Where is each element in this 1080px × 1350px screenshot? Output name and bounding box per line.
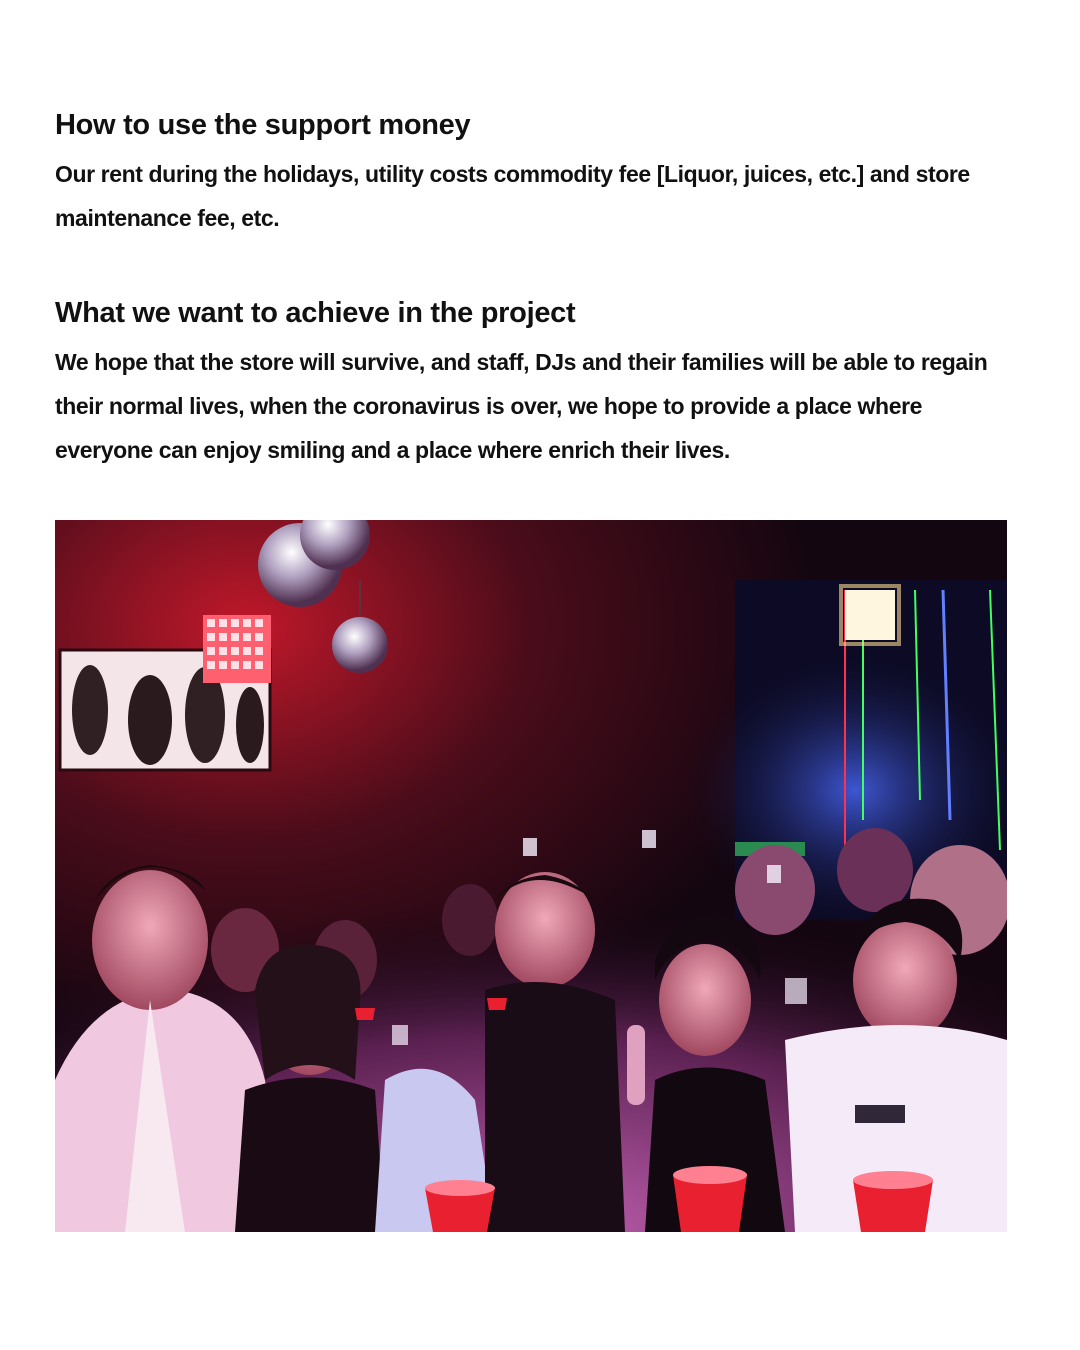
- support-money-body: Our rent during the holidays, utility costs commodity fee [Liquor, juices, etc.] and store maintenance fee, etc.: [55, 161, 970, 231]
- support-money-heading: How to use the support money: [55, 109, 471, 141]
- support-money-section: [55, 106, 1025, 240]
- project-goal-heading: What we want to achieve in the project: [55, 297, 576, 329]
- photo-illustration: [55, 520, 1007, 1232]
- project-goal-section: [55, 294, 1025, 472]
- project-goal-body: We hope that the store will survive, and staff, DJs and their families will be able to regain their normal lives, when the coronavirus is over, we hope to provide a place where everyone can enjoy smiling and a place where enrich their lives.: [55, 349, 988, 463]
- nightclub-group-photo: [55, 520, 1007, 1232]
